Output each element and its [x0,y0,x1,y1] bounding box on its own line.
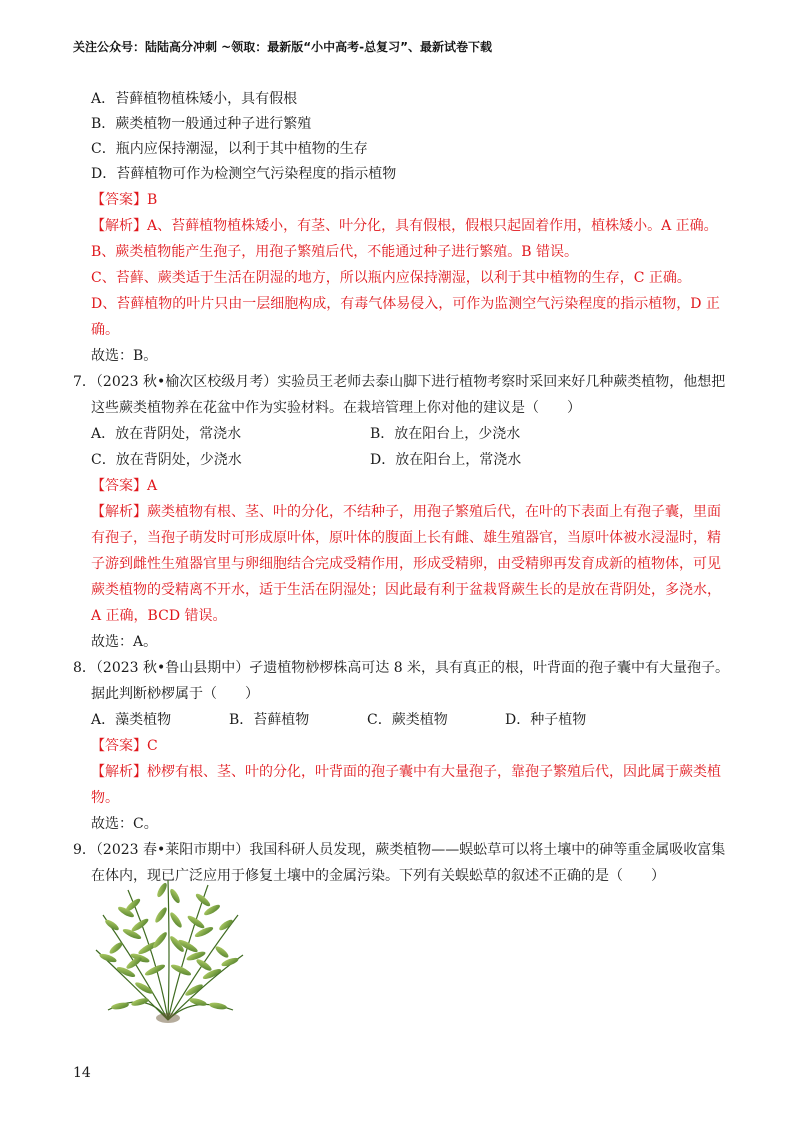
q6-option-b: B．蕨类植物一般通过种子进行繁殖 [91,116,312,132]
q8-answer: 【答案】C [91,738,158,754]
q9-stem-line: 在体内，现已广泛应用于修复土壤中的金属污染。下列有关蜈蚣草的叙述不正确的是（ ） [91,868,665,884]
q6-analysis-line: D、苔藓植物的叶片只由一层细胞构成，有毒气体易侵入，可作为监测空气污染程度的指示植物，D 正 [91,296,720,312]
q6-analysis-line: C、苔藓、蕨类适于生活在阴湿的地方，所以瓶内应保持潮湿，以利于其中植物的生存，C 正确。 [91,270,691,286]
page-number: 14 [73,1065,91,1081]
q7-analysis-line: 子游到雌性生殖器官里与卵细胞结合完成受精作用，形成受精卵，由受精卵再发育成新的植物体，可见 [91,556,721,572]
q8-option-a: A．藻类植物 [91,712,172,728]
q6-analysis-line: 确。 [91,322,119,338]
q7-analysis-line: A 正确，BCD 错误。 [91,608,227,624]
q6-answer: 【答案】B [91,192,158,208]
q8-stem-line: 据此判断桫椤属于（ ） [91,686,259,702]
q8-choice: 故选：C。 [91,816,158,832]
q8-analysis-line: 【解析】桫椤有根、茎、叶的分化，叶背面的孢子囊中有大量孢子，靠孢子繁殖后代，因此属于蕨类植 [91,764,721,780]
q6-analysis-line: B、蕨类植物能产生孢子，用孢子繁殖后代，不能通过种子进行繁殖。B 错误。 [91,244,579,260]
q7-option-d: D．放在阳台上，常浇水 [370,452,522,468]
q9-stem-line: 9．（2023 春•莱阳市期中）我国科研人员发现，蕨类植物——蜈蚣草可以将土壤中的砷等重金属吸收富集 [73,842,726,858]
q8-option-d: D．种子植物 [505,712,587,728]
q7-option-c: C．放在背阴处，少浇水 [91,452,242,468]
q7-choice: 故选：A。 [91,634,158,650]
q7-option-b: B．放在阳台上，少浇水 [370,426,521,442]
q8-stem-line: 8．（2023 秋•鲁山县期中）孑遗植物桫椤株高可达 8 米，具有真正的根，叶背面的孢子囊中有大量孢子。 [73,660,730,676]
q6-choice: 故选：B。 [91,348,158,364]
q7-option-a: A．放在背阴处，常浇水 [91,426,242,442]
fern-plant-image [88,870,248,1030]
q7-analysis-line: 【解析】蕨类植物有根、茎、叶的分化，不结种子，用孢子繁殖后代，在叶的下表面上有孢子囊，里面 [91,504,721,520]
q8-analysis-line: 物。 [91,790,119,806]
q6-analysis-line: 【解析】A、苔藓植物植株矮小，有茎、叶分化，具有假根，假根只起固着作用，植株矮小。A 正确。 [91,218,718,234]
q6-option-d: D．苔藓植物可作为检测空气污染程度的指示植物 [91,166,397,182]
q7-analysis-line: 蕨类植物的受精离不开水，适于生活在阴湿处；因此最有利于盆栽肾蕨生长的是放在背阴处，多浇水， [91,582,721,598]
q6-option-a: A．苔藓植物植株矮小，具有假根 [91,91,298,107]
q7-answer: 【答案】A [91,478,158,494]
q8-option-c: C．蕨类植物 [367,712,448,728]
q8-option-b: B．苔藓植物 [229,712,310,728]
q6-option-c: C．瓶内应保持潮湿，以利于其中植物的生存 [91,141,368,157]
q7-analysis-line: 有孢子，当孢子萌发时可形成原叶体，原叶体的腹面上长有雌、雄生殖器官，当原叶体被水浸湿时，精 [91,530,721,546]
q7-stem-line: 这些蕨类植物养在花盆中作为实验材料。在栽培管理上你对他的建议是（ ） [91,400,581,416]
q7-stem-line: 7．（2023 秋•榆次区校级月考）实验员王老师去泰山脚下进行植物考察时采回来好几种蕨类植物，他想把 [73,374,726,390]
page-header: 关注公众号：陆陆高分冲刺 ~领取：最新版“小中高考-总复习”、最新试卷下载 [73,40,492,54]
